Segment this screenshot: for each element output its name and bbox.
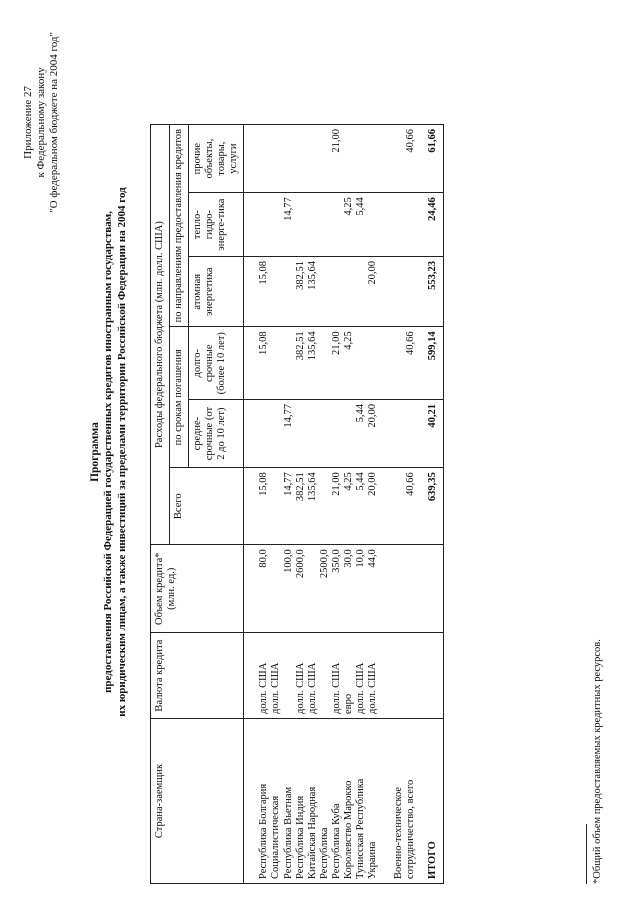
medium-term-cell — [295, 400, 307, 468]
table-cell-spacer — [379, 257, 393, 327]
table-cell-spacer — [244, 327, 259, 400]
table-cell-spacer — [244, 400, 259, 468]
long-term-cell: 15,08 — [258, 327, 282, 400]
table-cell-spacer — [379, 633, 393, 719]
table-row — [258, 125, 282, 884]
thermo-cell — [331, 193, 343, 257]
total-cell: 4,25 — [343, 468, 355, 545]
table-cell-spacer — [244, 257, 259, 327]
total-cell: 14,77 — [283, 468, 295, 545]
nuclear-cell: 15,08 — [258, 257, 282, 327]
appendix-line-1: Приложение 27 — [22, 86, 34, 159]
credit-program-table — [150, 124, 444, 884]
medium-term-cell: 40,21 — [417, 400, 444, 468]
country-cell: Республика Болгария Социалистическая — [258, 719, 282, 884]
header-total: Всего — [170, 468, 244, 545]
header-nuclear: атомная энергетика — [189, 257, 244, 327]
currency-cell: долл. США — [331, 633, 343, 719]
other-cell: 21,00 — [331, 125, 343, 193]
appendix-line-3: "О федеральном бюджете на 2004 год" — [48, 32, 61, 213]
table-cell-spacer — [379, 468, 393, 545]
header-country: Страна-заемщик — [151, 719, 244, 884]
table-cell-spacer — [379, 719, 393, 884]
currency-cell: долл. США — [355, 633, 367, 719]
thermo-cell: 24,46 — [417, 193, 444, 257]
nuclear-cell — [393, 257, 417, 327]
title-line-1: предоставления Российской Федерацией государственных кредитов иностранным государствам, — [102, 211, 115, 693]
header-long: долго-срочные (более 10 лет) — [189, 327, 244, 400]
table-row — [367, 125, 379, 884]
country-cell: Республика Индия — [295, 719, 307, 884]
other-cell — [343, 125, 355, 193]
other-cell — [307, 125, 331, 193]
thermo-cell — [393, 193, 417, 257]
other-cell: 40,66 — [393, 125, 417, 193]
other-cell: 61,66 — [417, 125, 444, 193]
currency-cell: долл. США долл. США — [258, 633, 282, 719]
medium-term-cell: 5,44 — [355, 400, 367, 468]
table-cell-spacer — [244, 719, 259, 884]
header-by-term: по срокам погашения — [170, 327, 189, 468]
medium-term-cell — [258, 400, 282, 468]
long-term-cell: 4,25 — [343, 327, 355, 400]
nuclear-cell: 553,23 — [417, 257, 444, 327]
total-cell: 21,00 — [331, 468, 343, 545]
table-cell-spacer — [244, 468, 259, 545]
volume-cell: 2500,0 — [307, 545, 331, 633]
header-medium: средне-срочные (от 2 до 10 лет) — [189, 400, 244, 468]
medium-term-cell — [343, 400, 355, 468]
country-cell: Украина — [367, 719, 379, 884]
nuclear-cell — [331, 257, 343, 327]
totals-row — [417, 125, 444, 884]
total-cell: 135,64 — [307, 468, 331, 545]
nuclear-cell — [343, 257, 355, 327]
thermo-cell: 14,77 — [283, 193, 295, 257]
title-line-2: их юридическим лицам, а также инвестиций за пределами территории Российской Федерации на 2004 год — [116, 187, 129, 717]
country-cell: Республика Куба — [331, 719, 343, 884]
country-cell: Королевство Марокко — [343, 719, 355, 884]
long-term-cell — [367, 327, 379, 400]
rotated-sheet — [18, 12, 628, 892]
other-cell — [367, 125, 379, 193]
other-cell — [355, 125, 367, 193]
header-by-direction: по направлениям предоставления кредитов — [170, 125, 189, 327]
header-volume: Объем кредита* (млн. ед.) — [151, 545, 244, 633]
thermo-cell: 5,44 — [355, 193, 367, 257]
table-cell-spacer — [379, 545, 393, 633]
total-cell: 40,66 — [393, 468, 417, 545]
thermo-cell — [367, 193, 379, 257]
title-main: Программа — [89, 422, 101, 482]
header-thermo: тепло-гидро-энерге-тика — [189, 193, 244, 257]
total-cell: 15,08 — [258, 468, 282, 545]
currency-cell: долл. США — [307, 633, 331, 719]
table-body — [244, 125, 444, 884]
other-cell — [258, 125, 282, 193]
volume-cell: 2600,0 — [295, 545, 307, 633]
currency-cell: долл. США — [367, 633, 379, 719]
total-cell: 20,00 — [367, 468, 379, 545]
volume-cell — [417, 545, 444, 633]
military-row — [393, 125, 417, 884]
nuclear-cell: 382,51 — [295, 257, 307, 327]
table-cell-spacer — [379, 327, 393, 400]
table-cell-spacer — [244, 545, 259, 633]
thermo-cell — [295, 193, 307, 257]
total-cell: 382,51 — [295, 468, 307, 545]
volume-cell: 80,0 — [258, 545, 282, 633]
table-cell-spacer — [244, 633, 259, 719]
currency-cell: долл. США — [295, 633, 307, 719]
thermo-cell — [307, 193, 331, 257]
medium-term-cell — [307, 400, 331, 468]
nuclear-cell — [283, 257, 295, 327]
table-row — [343, 125, 355, 884]
table-cell-spacer — [379, 400, 393, 468]
volume-cell: 100,0 — [283, 545, 295, 633]
long-term-cell: 599,14 — [417, 327, 444, 400]
long-term-cell: 21,00 — [331, 327, 343, 400]
totals-label: ИТОГО — [417, 719, 444, 884]
footnote-divider — [586, 824, 587, 884]
volume-cell: 30,0 — [343, 545, 355, 633]
currency-cell — [283, 633, 295, 719]
country-cell: Республика Вьетнам — [283, 719, 295, 884]
table-cell-spacer — [379, 193, 393, 257]
country-cell: Тунисская Республика — [355, 719, 367, 884]
appendix-line-2: к Федеральному закону — [35, 67, 48, 178]
document-title — [88, 12, 130, 892]
table-row — [307, 125, 331, 884]
medium-term-cell: 20,00 — [367, 400, 379, 468]
table-row — [355, 125, 367, 884]
table-row — [295, 125, 307, 884]
long-term-cell — [355, 327, 367, 400]
medium-term-cell: 14,77 — [283, 400, 295, 468]
volume-cell: 350,0 — [331, 545, 343, 633]
long-term-cell: 40,66 — [393, 327, 417, 400]
volume-cell: 44,0 — [367, 545, 379, 633]
long-term-cell: 135,64 — [307, 327, 331, 400]
long-term-cell — [283, 327, 295, 400]
other-cell — [295, 125, 307, 193]
country-cell: Военно-техническое сотрудничество, всего — [393, 719, 417, 884]
volume-cell: 10,0 — [355, 545, 367, 633]
nuclear-cell: 20,00 — [367, 257, 379, 327]
header-currency: Валюта кредита — [151, 633, 244, 719]
appendix-header — [22, 32, 62, 213]
table-row — [331, 125, 343, 884]
table-cell-spacer — [244, 125, 259, 193]
total-cell: 5,44 — [355, 468, 367, 545]
header-expenses: Расходы федерального бюджета (млн. долл. США) — [151, 125, 170, 545]
thermo-cell — [258, 193, 282, 257]
header-other: прочие объекты, товары, услуги — [189, 125, 244, 193]
currency-cell — [393, 633, 417, 719]
total-cell: 639,35 — [417, 468, 444, 545]
table-row — [283, 125, 295, 884]
table-cell-spacer — [379, 125, 393, 193]
country-cell: Китайская Народная Республика — [307, 719, 331, 884]
medium-term-cell — [331, 400, 343, 468]
footnote: *Общий объем предоставляемых кредитных ресурсов. — [592, 639, 603, 884]
currency-cell: евро — [343, 633, 355, 719]
volume-cell — [393, 545, 417, 633]
thermo-cell: 4,25 — [343, 193, 355, 257]
currency-cell — [417, 633, 444, 719]
medium-term-cell — [393, 400, 417, 468]
other-cell — [283, 125, 295, 193]
long-term-cell: 382,51 — [295, 327, 307, 400]
nuclear-cell — [355, 257, 367, 327]
table-cell-spacer — [244, 193, 259, 257]
nuclear-cell: 135,64 — [307, 257, 331, 327]
